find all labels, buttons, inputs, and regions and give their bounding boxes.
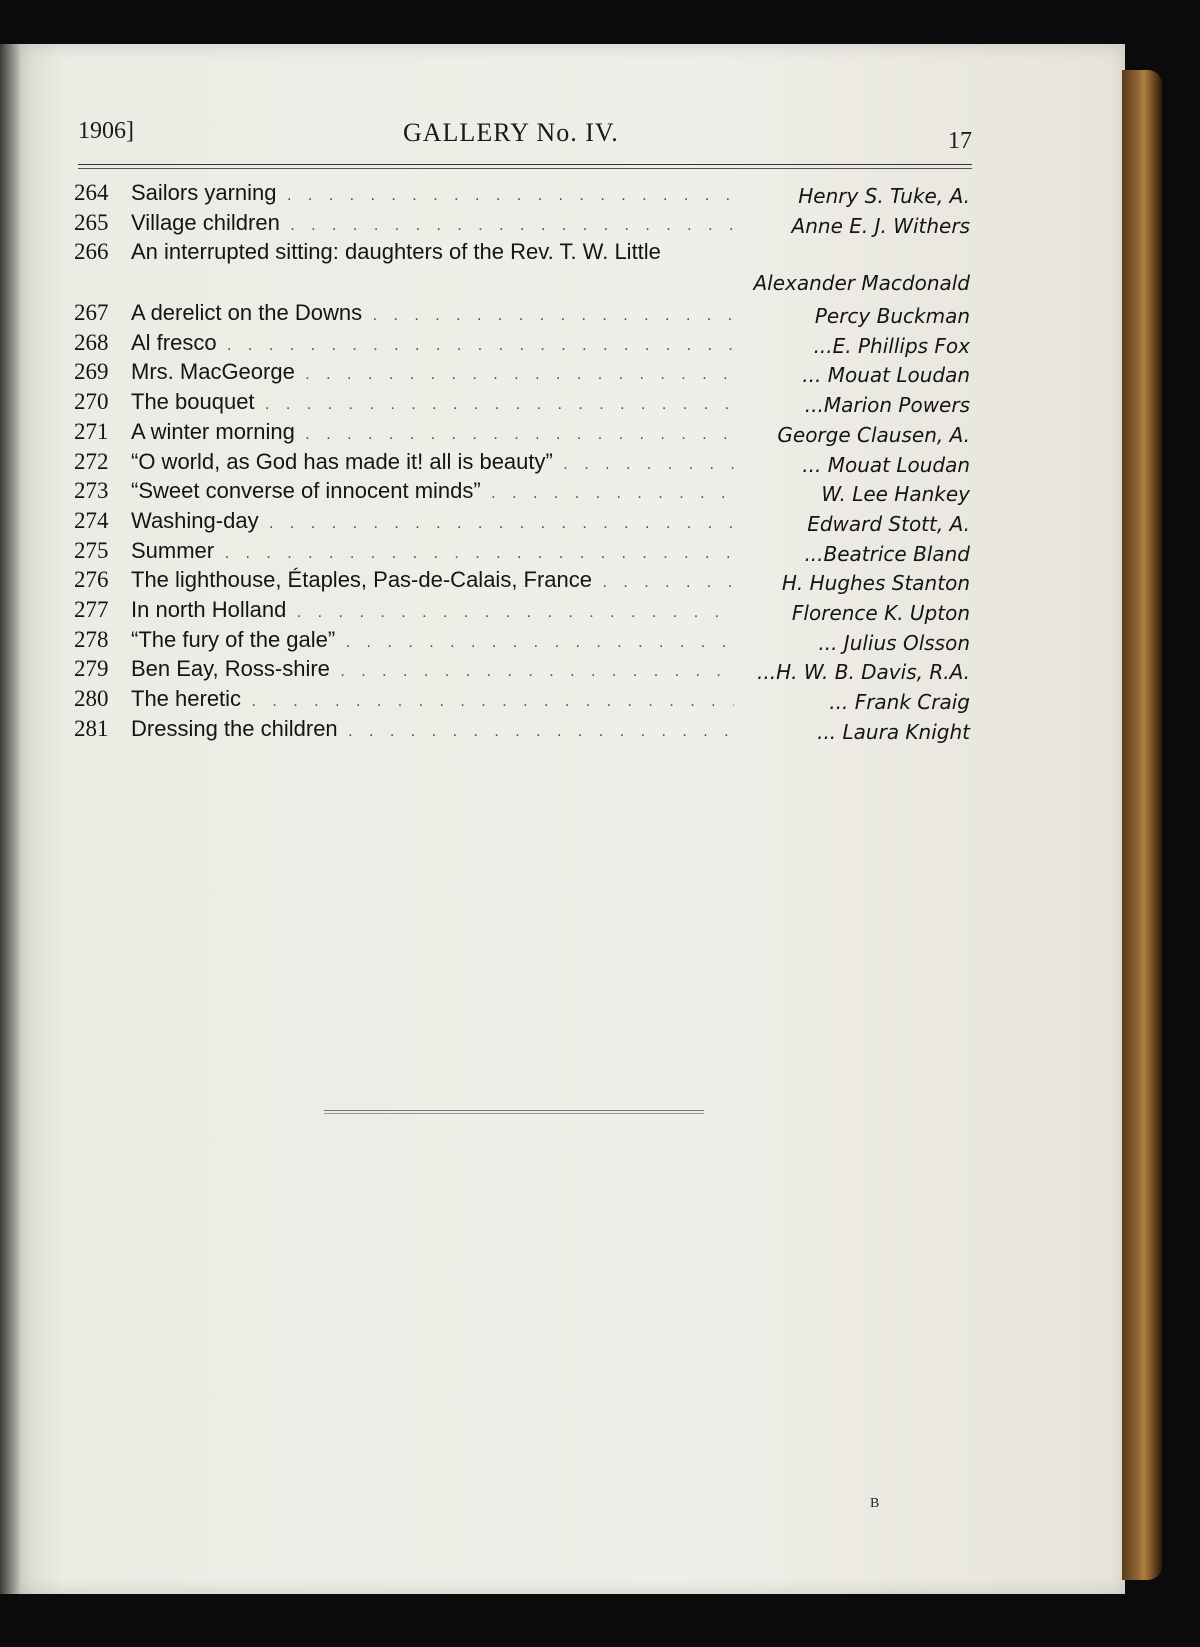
entry-artist: ... Mouat Loudan [802,363,970,388]
list-item [74,419,974,449]
entry-title: A winter morning . . . [131,419,734,445]
entry-title: Dressing the children . . . [131,716,734,742]
entry-title: The lighthouse, Étaples, Pas-de-Calais, France . . . [131,567,734,593]
signature-mark: B [870,1496,880,1511]
entry-title: Mrs. MacGeorge . . . [131,359,734,385]
entry-title: A derelict on the Downs . . . [131,300,734,326]
entry-artist: ...H. W. B. Davis, R.A. [757,660,970,685]
entry-title: Ben Eay, Ross-shire . . . [131,656,734,682]
entry-number: 268 [74,329,109,355]
entry-title: Washing-day . . . [131,508,734,534]
entry-artist: George Clausen, A. [777,422,970,447]
page-number: 17 [948,128,972,154]
entry-title: Al fresco . . . [131,330,734,356]
list-item [74,239,974,269]
list-item [74,656,974,686]
entry-number: 271 [74,418,109,444]
list-item [74,597,974,627]
entry-artist: ...Beatrice Bland [804,541,970,566]
entry-artist: ... Frank Craig [829,690,970,714]
entry-number: 273 [74,478,109,504]
entry-title: “Sweet converse of innocent minds” . . . [131,478,734,504]
left-page-edge [0,44,22,1594]
entry-artist: Anne E. J. Withers [791,213,970,238]
entry-artist: Henry S. Tuke, A. [798,184,970,208]
header-title: GALLERY No. IV. [403,118,619,147]
entry-artist: ... Mouat Loudan [802,452,970,477]
entry-artist: ... Laura Knight [817,719,970,744]
entry-number: 270 [74,389,109,415]
entry-number: 275 [74,537,109,563]
entry-number: 277 [74,596,109,622]
header-year: 1906] [78,118,134,144]
list-item [74,300,974,330]
list-item [74,478,974,508]
list-item [74,686,974,716]
header-rule [78,164,972,169]
entry-title: The bouquet . . . [131,389,734,415]
entry-number: 281 [74,715,109,741]
entry-title: The heretic . . . [131,686,734,712]
entry-title: Summer . . . [131,538,734,564]
list-item [74,180,974,210]
entry-title: An interrupted sitting: daughters of the Rev. T. W. Little [131,239,661,265]
list-item [74,359,974,389]
list-item [74,449,974,479]
entry-number: 279 [74,656,109,682]
page-header [78,118,972,158]
entry-number: 274 [74,507,109,533]
entry-title: “O world, as God has made it! all is beauty” . . . [131,449,734,475]
entry-number: 276 [74,567,109,593]
list-item [74,330,974,360]
entry-artist: Alexander Macdonald [753,271,970,296]
list-item [74,627,974,657]
list-item [74,538,974,568]
entry-artist: ... Julius Olsson [818,630,970,655]
entry-number: 266 [74,239,109,265]
entry-artist: Florence K. Upton [791,600,970,625]
entry-number: 267 [74,300,109,326]
entry-artist: ...E. Phillips Fox [813,333,970,358]
list-item [74,389,974,419]
entry-title: Sailors yarning . . . [131,180,734,206]
entry-title: In north Holland . . . [131,597,734,623]
list-item-continuation [74,269,974,300]
entry-number: 265 [74,209,109,235]
entry-artist: W. Lee Hankey [821,482,970,507]
section-end-rule [324,1110,704,1114]
entry-number: 269 [74,359,109,385]
list-item [74,567,974,597]
entry-artist: Percy Buckman [814,304,970,329]
entry-number: 278 [74,626,109,652]
entry-number: 280 [74,686,109,711]
entry-artist: Edward Stott, A. [807,511,970,536]
list-item [74,210,974,240]
entry-number: 264 [74,180,109,205]
list-item [74,716,974,746]
entry-title: “The fury of the gale” . . . [131,627,734,653]
book-spine [1122,70,1162,1580]
entry-artist: ...Marion Powers [804,393,970,418]
list-item [74,508,974,538]
entry-number: 272 [74,448,109,474]
entry-artist: H. Hughes Stanton [781,571,970,596]
entry-title: Village children . . . [131,210,734,236]
catalogue-list [74,180,974,745]
